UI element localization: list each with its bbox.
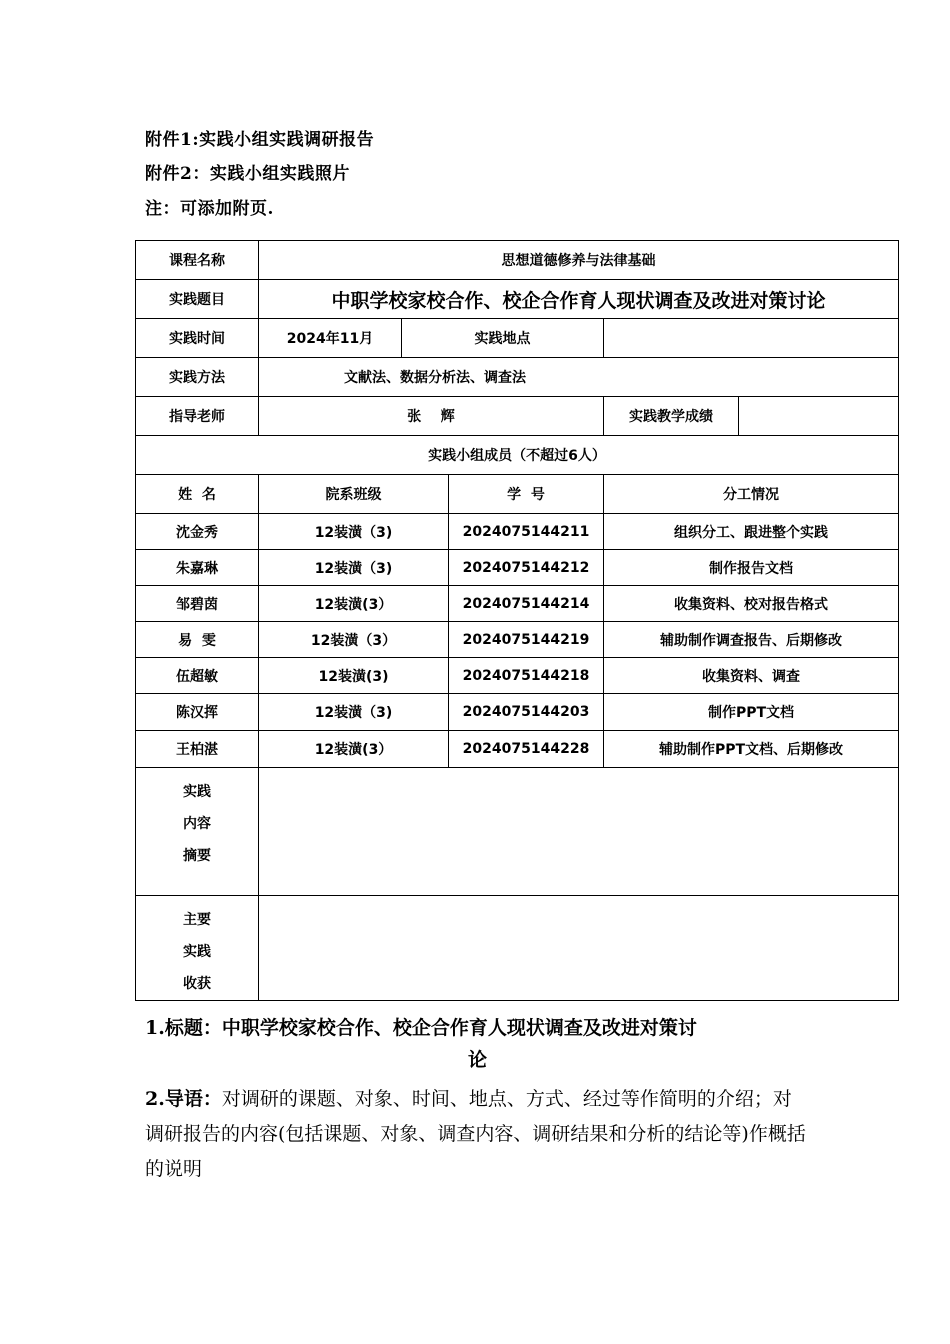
time-label: 实践时间 bbox=[136, 319, 259, 358]
member-id: 2024075144218 bbox=[449, 658, 604, 694]
time-row bbox=[136, 319, 899, 358]
member-name: 沈金秀 bbox=[136, 514, 259, 550]
grade-value bbox=[739, 397, 899, 436]
members-header-row bbox=[136, 436, 899, 475]
section-title-line-2: 论 bbox=[467, 1049, 487, 1071]
place-value bbox=[604, 319, 899, 358]
member-id: 2024075144228 bbox=[449, 731, 604, 768]
section-title-line-1: 1.标题：中职学校家校合作、校企合作育人现状调查及改进对策讨 bbox=[145, 1017, 697, 1039]
gain-row bbox=[136, 896, 899, 1001]
gain-label-line: 收获 bbox=[183, 976, 211, 992]
method-value: 文献法、数据分析法、调查法 bbox=[259, 358, 899, 397]
member-class: 12装潢(3) bbox=[259, 658, 449, 694]
member-name: 易 雯 bbox=[136, 622, 259, 658]
member-role: 组织分工、跟进整个实践 bbox=[604, 514, 899, 550]
summary-label bbox=[136, 768, 259, 896]
table-row bbox=[136, 514, 899, 550]
member-class: 12装潢（3） bbox=[259, 622, 449, 658]
attachment-note-1: 附件1:实践小组实践调研报告 bbox=[145, 130, 375, 150]
summary-row bbox=[136, 768, 899, 896]
table-row bbox=[136, 586, 899, 622]
member-class: 12装潢（3) bbox=[259, 550, 449, 586]
section-title bbox=[145, 1012, 810, 1076]
summary-label-line: 摘要 bbox=[183, 848, 211, 864]
member-class: 12装潢(3） bbox=[259, 731, 449, 768]
members-header: 实践小组成员（不超过6人） bbox=[136, 436, 899, 475]
topic-row bbox=[136, 280, 899, 319]
table-row bbox=[136, 731, 899, 768]
member-id: 2024075144219 bbox=[449, 622, 604, 658]
member-role: 收集资料、校对报告格式 bbox=[604, 586, 899, 622]
member-id: 2024075144214 bbox=[449, 586, 604, 622]
member-role: 收集资料、调查 bbox=[604, 658, 899, 694]
member-id: 2024075144203 bbox=[449, 694, 604, 731]
column-header-class: 院系班级 bbox=[259, 475, 449, 514]
member-id: 2024075144212 bbox=[449, 550, 604, 586]
member-name: 朱嘉琳 bbox=[136, 550, 259, 586]
column-header-role: 分工情况 bbox=[604, 475, 899, 514]
member-name: 王柏湛 bbox=[136, 731, 259, 768]
table-row bbox=[136, 658, 899, 694]
member-class: 12装潢(3） bbox=[259, 586, 449, 622]
topic-label: 实践题目 bbox=[136, 280, 259, 319]
addendum-note: 注：可添加附页. bbox=[145, 199, 274, 219]
intro-text: 对调研的课题、对象、时间、地点、方式、经过等作简明的介绍；对调研报告的内容(包括课题、对象、调查内容、调研结果和分析的结论等)作概括的说明 bbox=[145, 1088, 806, 1180]
attachment-note-2: 附件2：实践小组实践照片 bbox=[145, 164, 350, 184]
intro-paragraph bbox=[145, 1082, 810, 1187]
course-label: 课程名称 bbox=[136, 241, 259, 280]
member-id: 2024075144211 bbox=[449, 514, 604, 550]
gain-value bbox=[259, 896, 899, 1001]
gain-label-line: 主要 bbox=[183, 912, 211, 928]
gain-label-line: 实践 bbox=[183, 944, 211, 960]
member-role: 制作PPT文档 bbox=[604, 694, 899, 731]
method-row bbox=[136, 358, 899, 397]
member-class: 12装潢（3) bbox=[259, 514, 449, 550]
column-header-name: 姓 名 bbox=[136, 475, 259, 514]
teacher-value: 张 辉 bbox=[259, 397, 604, 436]
grade-label: 实践教学成绩 bbox=[604, 397, 739, 436]
topic-value: 中职学校家校合作、校企合作育人现状调查及改进对策讨论 bbox=[259, 280, 899, 319]
member-role: 辅助制作PPT文档、后期修改 bbox=[604, 731, 899, 768]
summary-label-line: 实践 bbox=[183, 784, 211, 800]
column-header-id: 学 号 bbox=[449, 475, 604, 514]
course-value: 思想道德修养与法律基础 bbox=[259, 241, 899, 280]
place-label: 实践地点 bbox=[402, 319, 604, 358]
member-role: 辅助制作调查报告、后期修改 bbox=[604, 622, 899, 658]
summary-label-line: 内容 bbox=[183, 816, 211, 832]
method-label: 实践方法 bbox=[136, 358, 259, 397]
member-role: 制作报告文档 bbox=[604, 550, 899, 586]
practice-form-table bbox=[135, 240, 899, 1001]
teacher-row bbox=[136, 397, 899, 436]
members-column-header-row bbox=[136, 475, 899, 514]
summary-value bbox=[259, 768, 899, 896]
table-row bbox=[136, 550, 899, 586]
table-row bbox=[136, 622, 899, 658]
teacher-label: 指导老师 bbox=[136, 397, 259, 436]
member-class: 12装潢（3) bbox=[259, 694, 449, 731]
member-name: 伍超敏 bbox=[136, 658, 259, 694]
gain-label bbox=[136, 896, 259, 1001]
member-name: 陈汉挥 bbox=[136, 694, 259, 731]
course-row bbox=[136, 241, 899, 280]
time-value: 2024年11月 bbox=[259, 319, 402, 358]
table-row bbox=[136, 694, 899, 731]
member-name: 邹碧茵 bbox=[136, 586, 259, 622]
intro-lead: 2.导语： bbox=[145, 1088, 222, 1110]
